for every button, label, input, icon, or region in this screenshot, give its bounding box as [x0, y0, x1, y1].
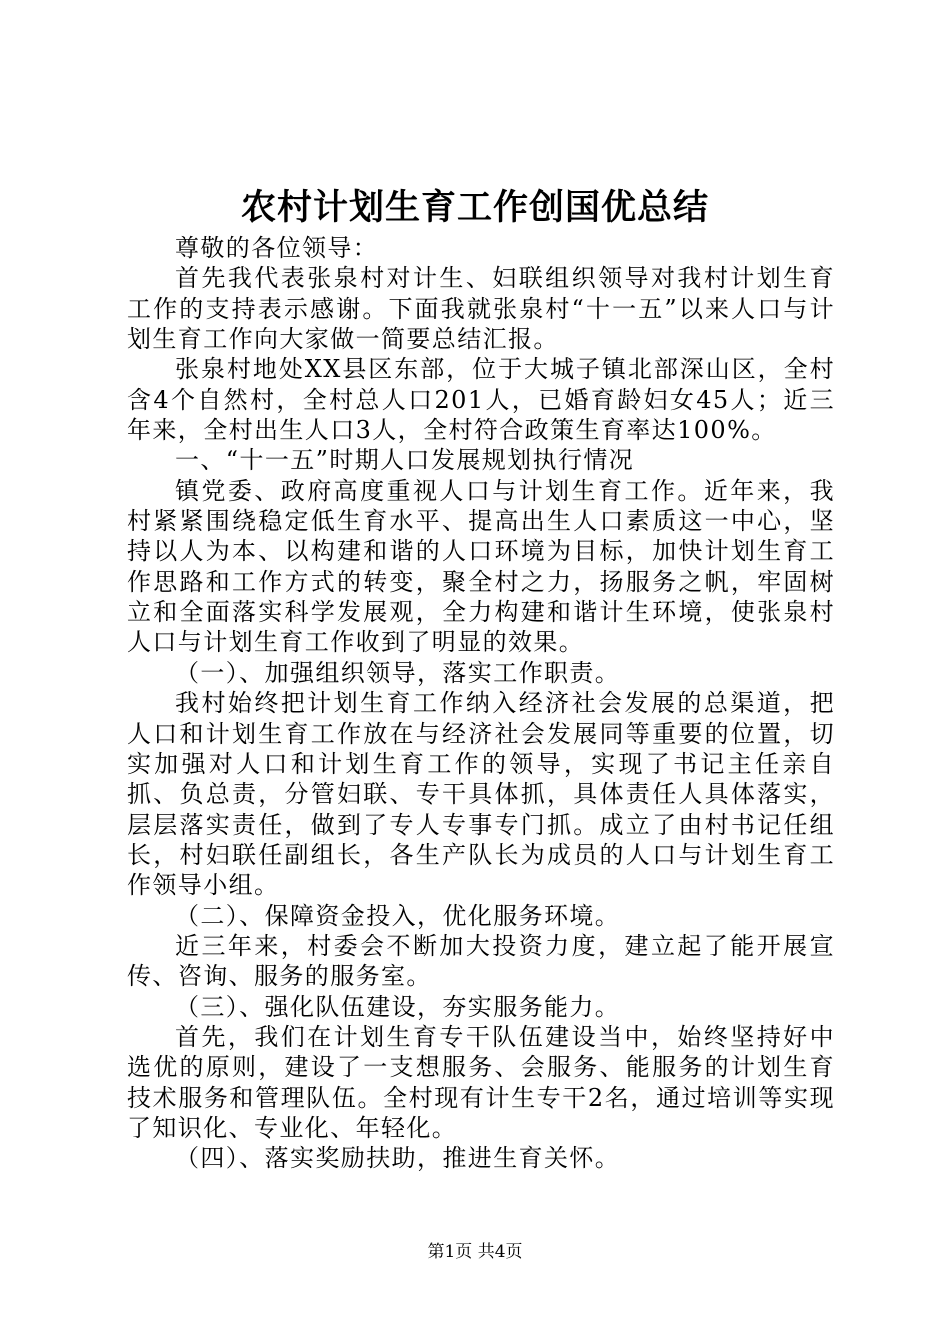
- subheading-4: （四）、落实奖励扶助，推进生育关怀。: [175, 1144, 621, 1173]
- subheading-3: （三）、强化队伍建设，夯实服务能力。: [175, 992, 621, 1021]
- section-heading-1: 一、“十一五”时期人口发展规划执行情况: [175, 446, 635, 475]
- paragraph-subsection-3: 首先，我们在计划生育专干队伍建设当中，始终坚持好中选优的原则，建设了一支想服务、会服务、能服务的计划生育技术服务和管理队伍。全村现有计生专干2名，通过培训等实现了知识化、专业化、年轻化。: [127, 1022, 835, 1142]
- subheading-2: （二）、保障资金投入，优化服务环境。: [175, 901, 621, 930]
- document-title: 农村计划生育工作创国优总结: [240, 187, 709, 228]
- subheading-1: （一）、加强组织领导，落实工作职责。: [175, 658, 621, 687]
- paragraph-village-overview: 张泉村地处XX县区东部，位于大城子镇北部深山区，全村含4个自然村，全村总人口201人，已婚育龄妇女45人；近三年来，全村出生人口3人，全村符合政策生育率达100%。: [127, 355, 835, 445]
- paragraph-intro: 首先我代表张泉村对计生、妇联组织领导对我村计划生育工作的支持表示感谢。下面我就张泉村“十一五”以来人口与计划生育工作向大家做一简要总结汇报。: [127, 264, 835, 354]
- paragraph-salutation: 尊敬的各位领导：: [175, 234, 379, 262]
- document-body: [127, 233, 835, 1174]
- paragraph-subsection-2: 近三年来，村委会不断加大投资力度，建立起了能开展宣传、咨询、服务的服务室。: [127, 931, 835, 991]
- paragraph-subsection-1: 我村始终把计划生育工作纳入经济社会发展的总渠道，把人口和计划生育工作放在与经济社会发展同等重要的位置，切实加强对人口和计划生育工作的领导，实现了书记主任亲自抓、负总责，分管妇联、专干具体抓，具体责任人具体落实，层层落实责任，做到了专人专事专门抓。成立了由村书记任组长，村妇联任副组长，各生产队长为成员的人口与计划生育工作领导小组。: [127, 689, 835, 900]
- paragraph-section-1: 镇党委、政府高度重视人口与计划生育工作。近年来，我村紧紧围绕稳定低生育水平、提高出生人口素质这一中心，坚持以人为本、以构建和谐的人口环境为目标，加快计划生育工作思路和工作方式的转变，聚全村之力，扬服务之帆，牢固树立和全面落实科学发展观，全力构建和谐计生环境，使张泉村人口与计划生育工作收到了明显的效果。: [127, 476, 835, 657]
- page-number: 第1页 共4页: [427, 1242, 523, 1262]
